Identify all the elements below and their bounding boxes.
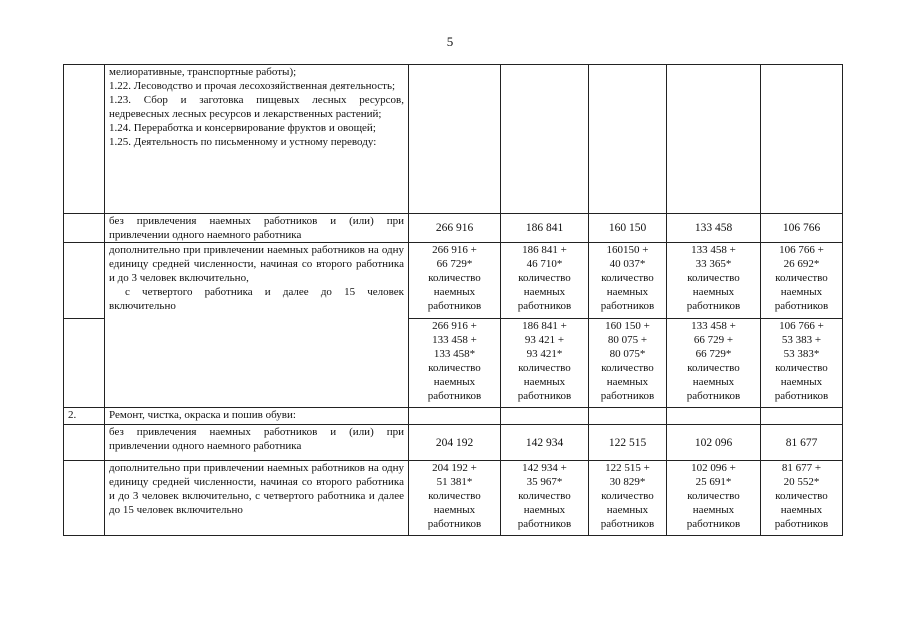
list-item: 1.24. Переработка и консервирование фруктов и овощей; <box>109 122 376 134</box>
value-cell: 133 458 + 33 365* количество наемных работников <box>667 243 761 319</box>
value-cell: 186 841 + 46 710* количество наемных работников <box>501 243 589 319</box>
continuation-text-cell <box>105 65 409 214</box>
value-cell: 266 916 + 133 458 + 133 458* количество наемных работников <box>409 319 501 408</box>
value-cell: 102 096 + 25 691* количество наемных работников <box>667 461 761 536</box>
value-cell: 142 934 <box>501 425 589 461</box>
value-cell: 133 458 <box>667 214 761 243</box>
value-cell: 106 766 <box>761 214 843 243</box>
table-row <box>64 408 843 425</box>
value-cell: 133 458 + 66 729 + 66 729* количество наемных работников <box>667 319 761 408</box>
value-cell: 160150 + 40 037* количество наемных работников <box>589 243 667 319</box>
value-cell: 122 515 <box>589 425 667 461</box>
row-label: дополнительно при привлечении наемных работников на одну единицу средней численности, начиная со второго работника и до 3 человек включительно, с четвертого работника и далее до 15 человек включительно <box>105 243 409 408</box>
row-number: 2. <box>64 408 105 425</box>
section-title: Ремонт, чистка, окраска и пошив обуви: <box>105 408 409 425</box>
value-cell: 81 677 <box>761 425 843 461</box>
value-cell: 122 515 + 30 829* количество наемных работников <box>589 461 667 536</box>
value-cell: 106 766 + 53 383 + 53 383* количество наемных работников <box>761 319 843 408</box>
table-row <box>64 461 843 536</box>
value-cell: 160 150 + 80 075 + 80 075* количество наемных работников <box>589 319 667 408</box>
value-cell: 266 916 + 66 729* количество наемных работников <box>409 243 501 319</box>
value-cell: 142 934 + 35 967* количество наемных работников <box>501 461 589 536</box>
value-cell: 106 766 + 26 692* количество наемных работников <box>761 243 843 319</box>
value-cell: 204 192 + 51 381* количество наемных работников <box>409 461 501 536</box>
value-cell: 204 192 <box>409 425 501 461</box>
value-cell: 81 677 + 20 552* количество наемных работников <box>761 461 843 536</box>
list-item: 1.25. Деятельность по письменному и устному переводу: <box>109 136 377 148</box>
value-cell: 186 841 <box>501 214 589 243</box>
table-row <box>64 425 843 461</box>
value-cell: 266 916 <box>409 214 501 243</box>
value-cell: 102 096 <box>667 425 761 461</box>
row-label: без привлечения наемных работников и (или) при привлечении одного наемного работника <box>105 425 409 461</box>
list-item: мелиоративные, транспортные работы); <box>109 66 297 78</box>
page-number: 5 <box>446 34 454 49</box>
tariff-table <box>63 64 843 536</box>
row-label: дополнительно при привлечении наемных работников на одну единицу средней численности, начиная со второго работника и до 3 человек включительно, с четвертого работника и далее до 15 человек включительно <box>105 461 409 536</box>
table-row <box>64 65 843 214</box>
row-number-cell <box>64 65 105 214</box>
value-cell: 160 150 <box>589 214 667 243</box>
table-row <box>64 243 843 319</box>
value-cell: 186 841 + 93 421 + 93 421* количество наемных работников <box>501 319 589 408</box>
list-item: 1.22. Лесоводство и прочая лесохозяйственная деятельность; <box>109 80 396 92</box>
row-label: без привлечения наемных работников и (или) при привлечении одного наемного работника <box>105 214 409 243</box>
list-item: 1.23. Сбор и заготовка пищевых лесных ресурсов, недревесных лесных ресурсов и лекарственных растений; <box>109 94 404 120</box>
table-row <box>64 214 843 243</box>
